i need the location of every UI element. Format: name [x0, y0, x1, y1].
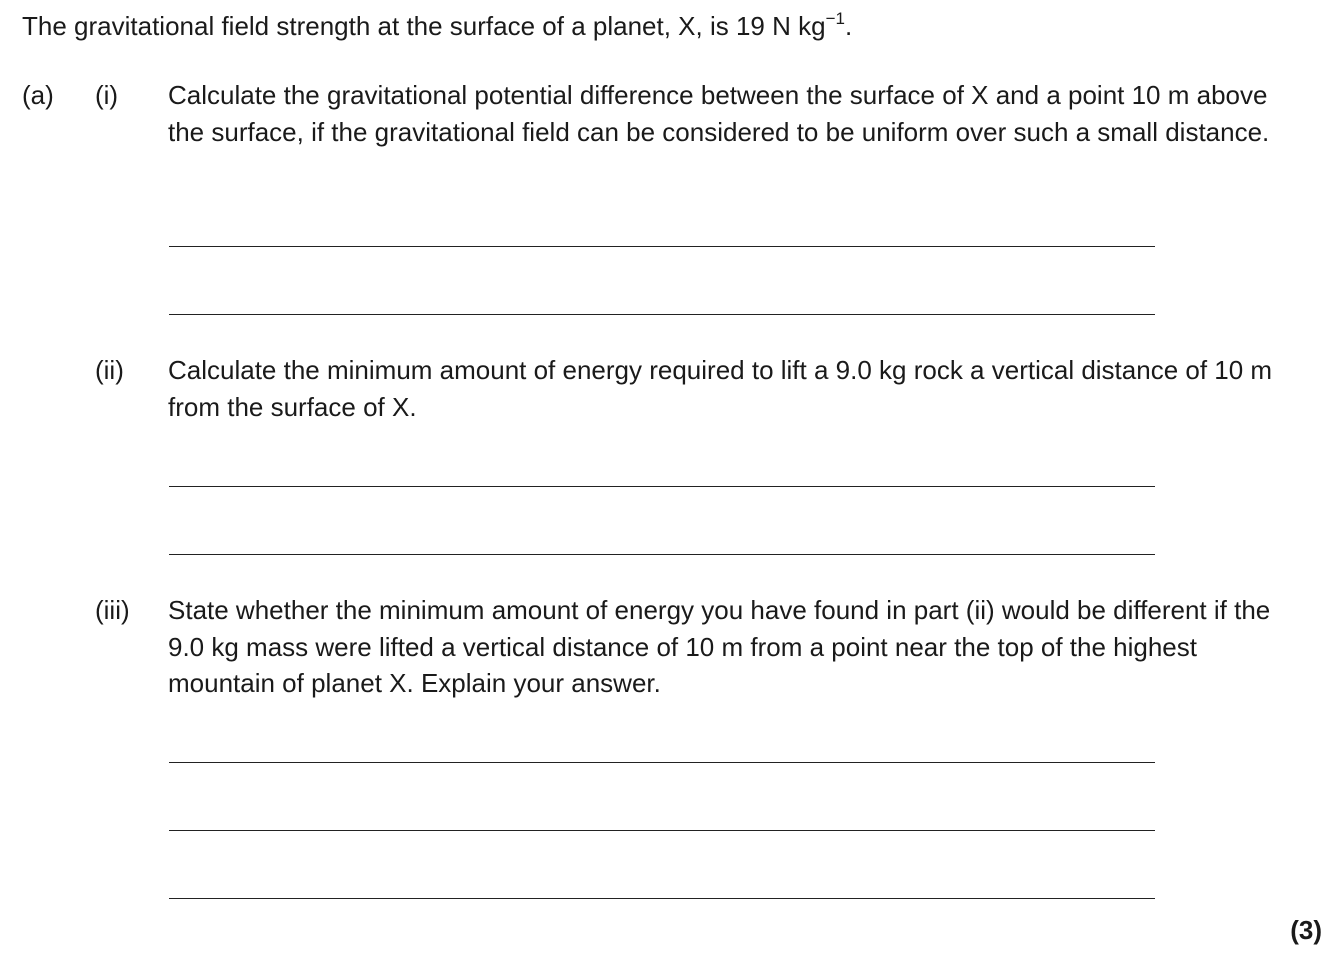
answer-line-iii-2[interactable]	[169, 830, 1155, 831]
question-stem	[22, 8, 852, 49]
subpart-text-iii: State whether the minimum amount of energy you have found in part (ii) would be different if the 9.0 kg mass were lifted a vertical distance of 10 m from a point near the top of the highest mountain of planet X. Explain your answer.	[168, 595, 1271, 698]
answer-line-ii-2[interactable]	[169, 554, 1155, 555]
answer-line-iii-1[interactable]	[169, 762, 1155, 763]
subpart-text-i: Calculate the gravitational potential difference between the surface of X and a point 10 m above the surface, if the gravitational field can be considered to be uniform over such a small distance.	[168, 80, 1270, 147]
subpart-label-ii: (ii)	[95, 355, 124, 385]
stem-superscript: −1	[825, 9, 845, 28]
part-label-a: (a)	[22, 80, 54, 110]
stem-text: The gravitational field strength at the surface of a planet, X, is 19 N kg	[22, 11, 826, 41]
marks-label: (3)	[1290, 915, 1322, 945]
answer-line-iii-3[interactable]	[169, 898, 1155, 899]
answer-line-ii-1[interactable]	[169, 486, 1155, 487]
stem-text-end: .	[844, 11, 853, 41]
answer-line-i-1[interactable]	[169, 246, 1155, 247]
subpart-label-iii: (iii)	[95, 595, 130, 625]
subpart-text-ii: Calculate the minimum amount of energy required to lift a 9.0 kg rock a vertical distance of 10 m from the surface of X.	[168, 355, 1273, 422]
answer-line-i-2[interactable]	[169, 314, 1155, 315]
subpart-label-i: (i)	[95, 80, 119, 110]
